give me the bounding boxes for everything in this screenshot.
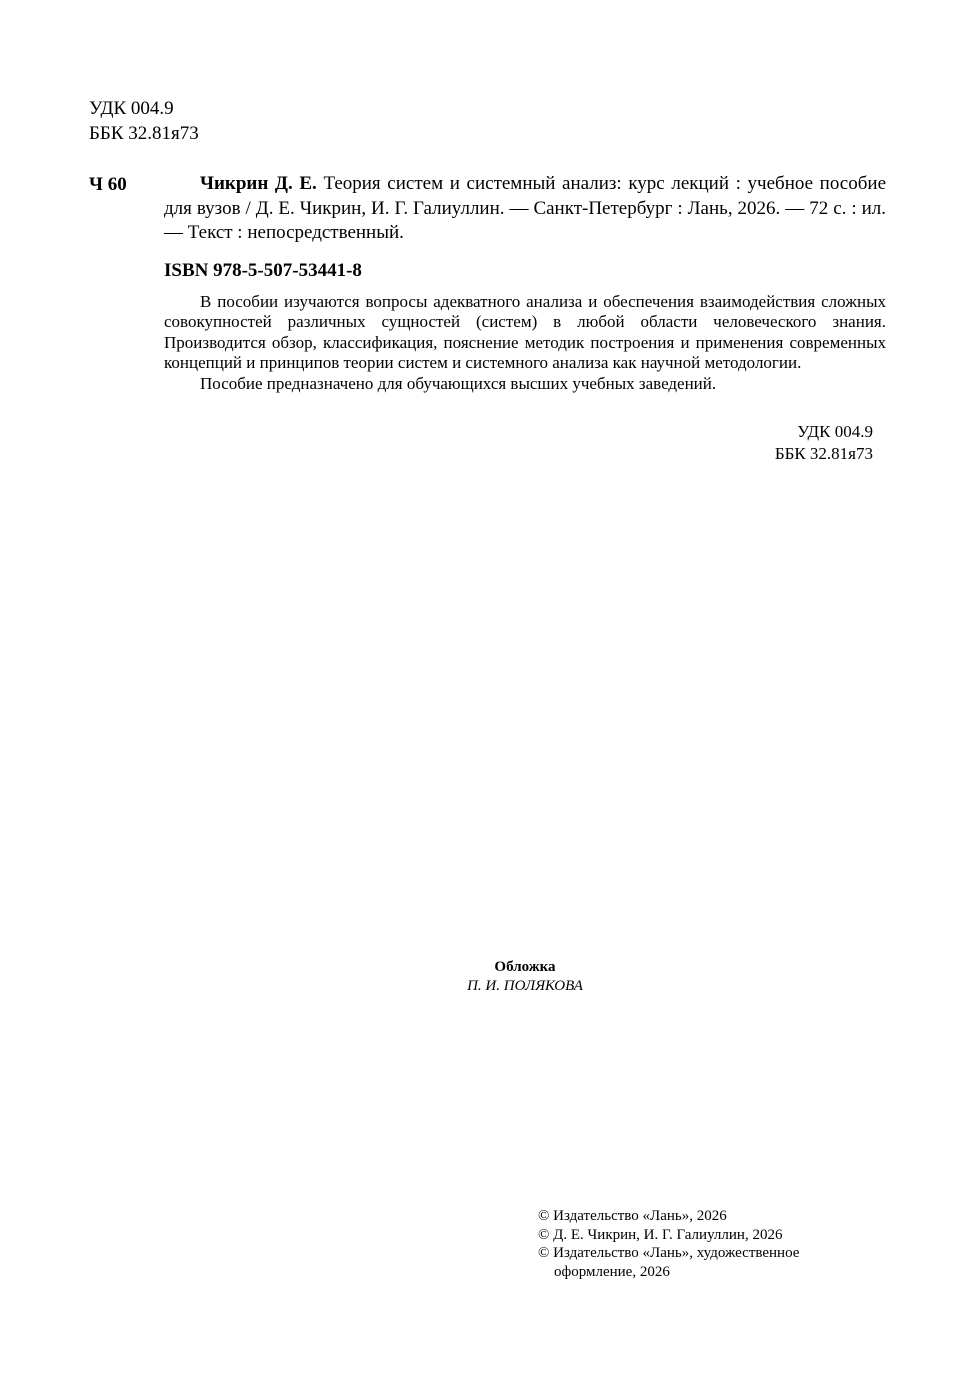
udk-code: УДК 004.9 bbox=[89, 98, 174, 119]
bbk-code: ББК 32.81я73 bbox=[89, 123, 199, 144]
annotation-paragraph: Пособие предназначено для обучающихся высших учебных заведений. bbox=[200, 373, 717, 393]
author-mark: Ч 60 bbox=[89, 174, 127, 195]
copyright-line: © Издательство «Лань», художественное bbox=[538, 1245, 800, 1261]
bibliographic-description bbox=[164, 172, 886, 246]
classification-repeat bbox=[700, 421, 873, 465]
udk-code-repeat: УДК 004.9 bbox=[797, 422, 873, 441]
bibliographic-text: Теория систем и системный анализ: курс лекций : учебное пособие для вузов / Д. Е. Чикрин, И. Г. Галиуллин. — Санкт-Петербург : Лань, 2026. — 72 с. : ил. — Текст : непосредственный. bbox=[164, 173, 887, 243]
annotation bbox=[164, 292, 886, 394]
copyright-line: оформление, 2026 bbox=[554, 1263, 670, 1280]
cover-designer-name: П. И. ПОЛЯКОВА bbox=[467, 978, 583, 994]
copyright-line: © Издательство «Лань», 2026 bbox=[538, 1208, 727, 1224]
isbn: ISBN 978-5-507-53441-8 bbox=[164, 260, 362, 281]
annotation-paragraph: В пособии изучаются вопросы адекватного анализа и обеспечения взаимодействия сложных совокупностей различных сущностей (систем) в любой области человеческого знания. Производится обзор, классификация, пояснение методик построения и применения современных концепций и принципов теории систем и системного анализа как научной методологии. bbox=[164, 292, 886, 373]
bbk-code-repeat: ББК 32.81я73 bbox=[774, 444, 873, 463]
cover-credit bbox=[400, 958, 650, 996]
copyright-block bbox=[538, 1207, 858, 1281]
classification-header bbox=[89, 96, 199, 146]
cover-credit-title: Обложка bbox=[494, 959, 556, 975]
copyright-line: © Д. Е. Чикрин, И. Г. Галиуллин, 2026 bbox=[538, 1226, 783, 1243]
author-name: Чикрин Д. Е. bbox=[200, 173, 317, 194]
